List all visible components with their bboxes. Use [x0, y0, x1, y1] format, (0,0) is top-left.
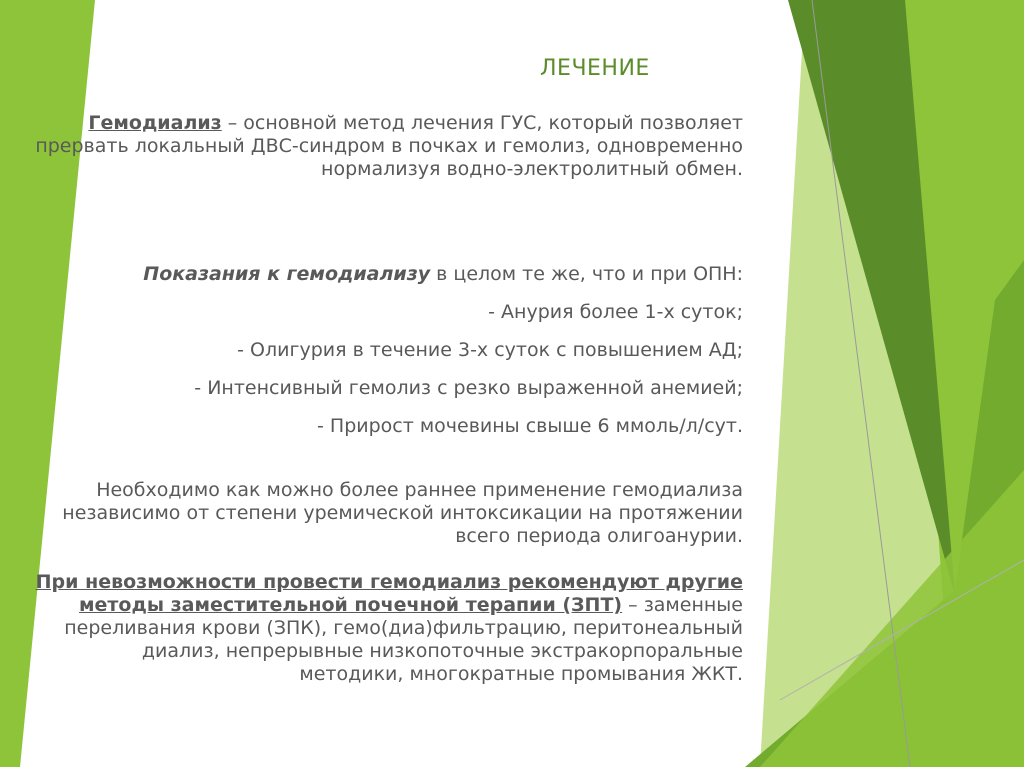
indications-lead: в целом те же, что и при ОПН: — [430, 263, 743, 285]
list-item: - Олигурия в течение 3-х суток с повышением АД; — [237, 339, 743, 361]
term-indications: Показания к гемодиализу — [143, 263, 431, 285]
term-alternatives: При невозможности провести гемодиализ рекомендуют другие методы заместительной почечной терапии (ЗПТ) — [35, 571, 743, 616]
list-item: - Анурия более 1-х суток; — [488, 301, 743, 323]
paragraph-hemodialysis-text: – основной метод лечения ГУС, который позволяет прервать локальный ДВС-синдром в почках и гемолиз, одновременно нормализуя водно-электролитный обмен. — [35, 112, 743, 180]
list-item: - Интенсивный гемолиз с резко выраженной анемией; — [194, 377, 743, 399]
paragraph-alternatives-text: – заменные переливания крови (ЗПК), гемо(диа)фильтрацию, перитонеальный диализ, непрерывные низкопоточные экстракорпоральные методики, многократные промывания ЖКТ. — [64, 594, 743, 685]
list-item: - Прирост мочевины свыше 6 ммоль/л/сут. — [317, 415, 743, 437]
paragraph-early-application: Необходимо как можно более раннее применение гемодиализа независимо от степени уремической интоксикации на протяжении всего периода олигоанурии. — [62, 479, 743, 547]
paragraph-hemodialysis — [33, 112, 743, 181]
paragraph-indications — [33, 255, 743, 445]
slide-title: ЛЕЧЕНИЕ — [540, 56, 650, 81]
term-hemodialysis: Гемодиализ — [88, 112, 222, 134]
paragraph-alternatives — [33, 571, 743, 686]
